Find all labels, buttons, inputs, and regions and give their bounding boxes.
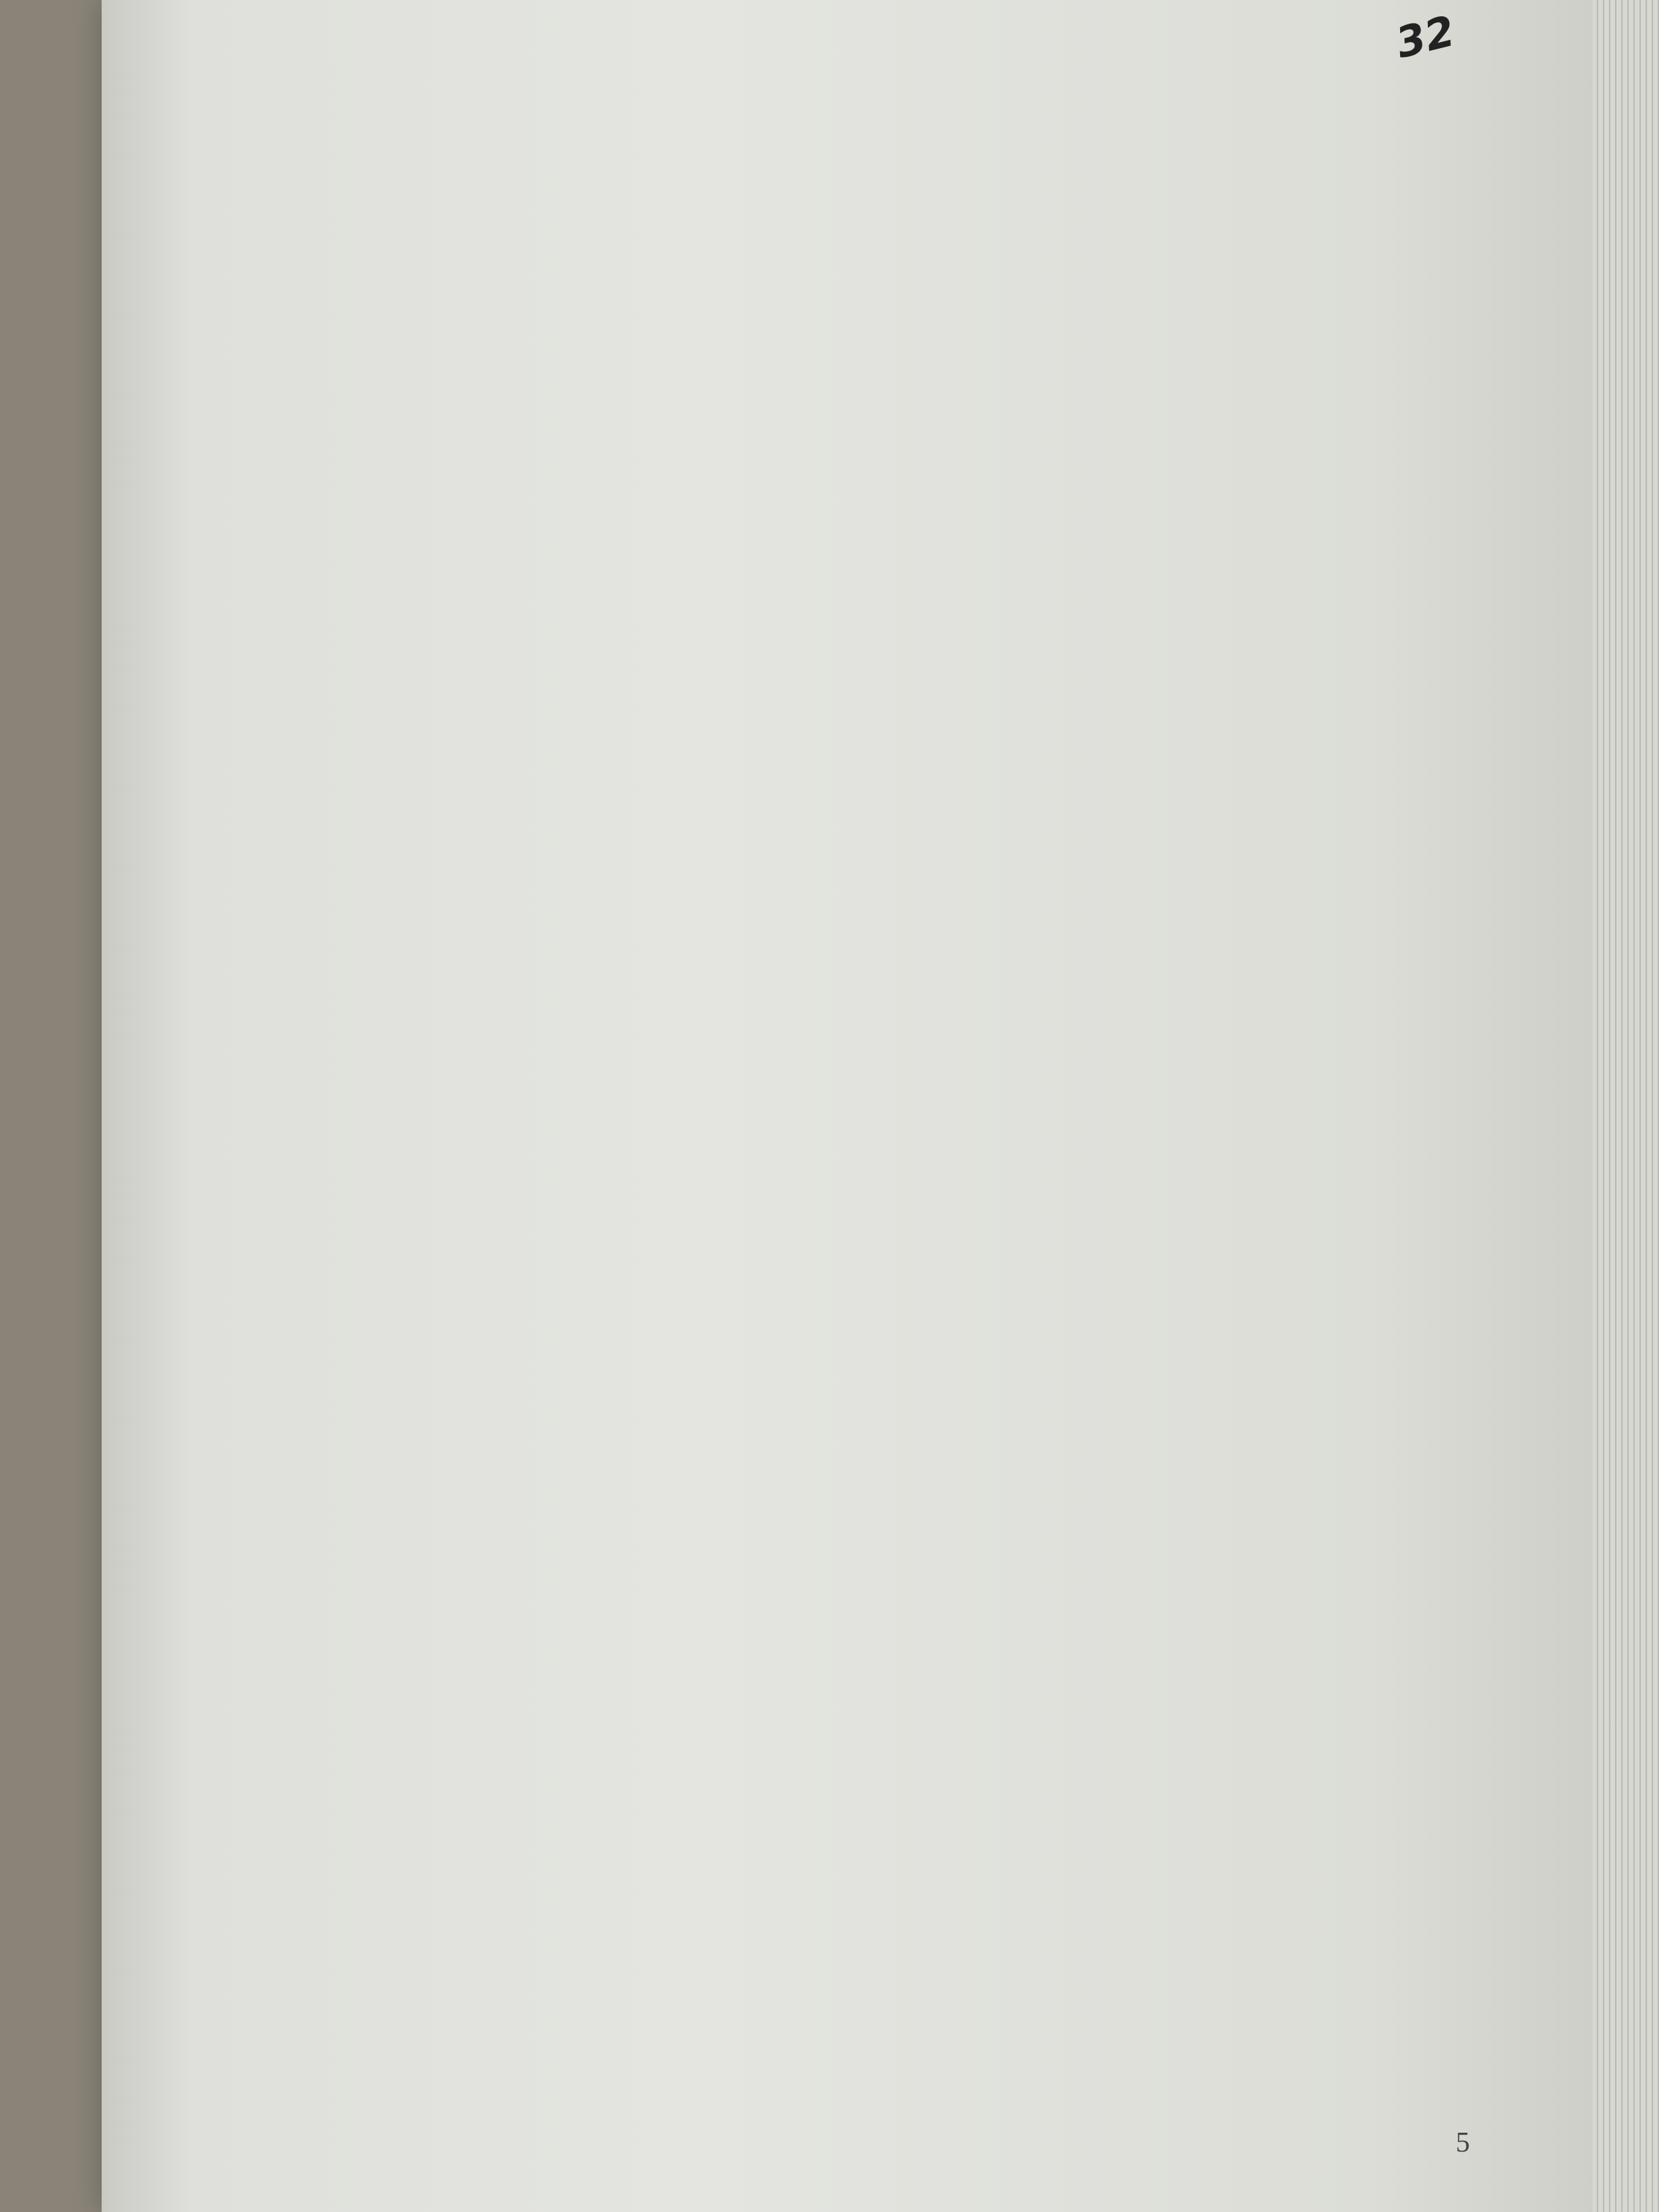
handwritten-page-number: 32 [1391, 5, 1460, 68]
page-stack-edges [1593, 0, 1659, 2212]
page-number: 5 [1456, 2127, 1470, 2158]
document-page [102, 0, 1593, 2212]
